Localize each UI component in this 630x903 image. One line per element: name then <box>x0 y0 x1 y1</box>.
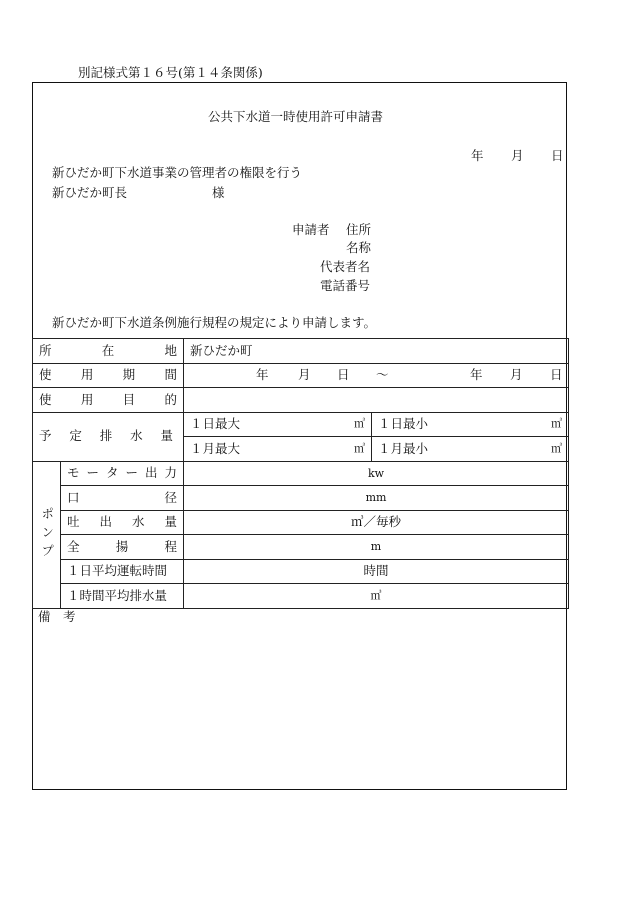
monthly-min-cell: １月最小 ㎥ <box>372 437 569 462</box>
applicant-representative-label: 代表者名 <box>320 259 371 274</box>
table-row-drainage-daily <box>33 412 569 437</box>
date-day: 日 <box>551 148 564 163</box>
table-row-pump-head <box>33 535 569 560</box>
date-year: 年 <box>471 148 484 163</box>
pump-head-unit: m <box>184 535 569 560</box>
pump-label: ポンプ <box>33 461 61 608</box>
table-row-pump-discharge <box>33 510 569 535</box>
daily-min-cell: １日最小 ㎥ <box>372 412 569 437</box>
table-row-location <box>33 339 569 364</box>
pump-hours-label: １日平均運転時間 <box>61 559 184 584</box>
daily-max-cell: １日最大 ㎥ <box>184 412 372 437</box>
period-label: 使 用 期 間 <box>33 363 184 388</box>
header-note: 別記様式第１６号(第１４条関係) <box>78 65 263 80</box>
table-row-purpose <box>33 388 569 413</box>
applicant-name-label: 名称 <box>346 240 372 255</box>
purpose-label: 使 用 目 的 <box>33 388 184 413</box>
form-title: 公共下水道一時使用許可申請書 <box>208 109 384 124</box>
pump-discharge-label: 吐 出 水 量 <box>61 510 184 535</box>
location-value: 新ひだか町 <box>184 339 569 364</box>
table-row-pump-hours <box>33 559 569 584</box>
table-row-pump-hourly-drainage <box>33 584 569 609</box>
period-value: 年 月 日 ～ 年 月 日 <box>184 363 569 388</box>
pump-hours-unit: 時間 <box>184 559 569 584</box>
pump-motor-label: モ ー タ ー 出 力 <box>61 461 184 486</box>
pump-hourly-drainage-label: １時間平均排水量 <box>61 584 184 609</box>
pump-discharge-unit: ㎥／毎秒 <box>184 510 569 535</box>
addressee-honorific: 様 <box>212 185 225 200</box>
purpose-value <box>184 388 569 413</box>
application-statement: 新ひだか町下水道条例施行規程の規定により申請します。 <box>52 315 377 330</box>
drainage-label: 予 定 排 水 量 <box>33 412 184 461</box>
monthly-max-cell: １月最大 ㎥ <box>184 437 372 462</box>
addressee-line1: 新ひだか町下水道事業の管理者の権限を行う <box>52 165 303 180</box>
pump-hourly-drainage-unit: ㎥ <box>184 584 569 609</box>
pump-diameter-label: 口 径 <box>61 486 184 511</box>
table-row-pump-diameter <box>33 486 569 511</box>
date-month: 月 <box>511 148 524 163</box>
addressee-line2: 新ひだか町長 <box>52 185 128 200</box>
applicant-label: 申請者 <box>292 222 330 237</box>
location-label: 所 在 地 <box>33 339 184 364</box>
pump-diameter-unit: mm <box>184 486 569 511</box>
pump-motor-unit: kw <box>184 461 569 486</box>
pump-head-label: 全 揚 程 <box>61 535 184 560</box>
table-row-period <box>33 363 569 388</box>
applicant-address-label: 住所 <box>346 222 372 237</box>
application-table <box>32 338 569 609</box>
table-row-pump-motor <box>33 461 569 486</box>
notes-label: 備 考 <box>38 609 76 624</box>
applicant-phone-label: 電話番号 <box>320 278 371 293</box>
